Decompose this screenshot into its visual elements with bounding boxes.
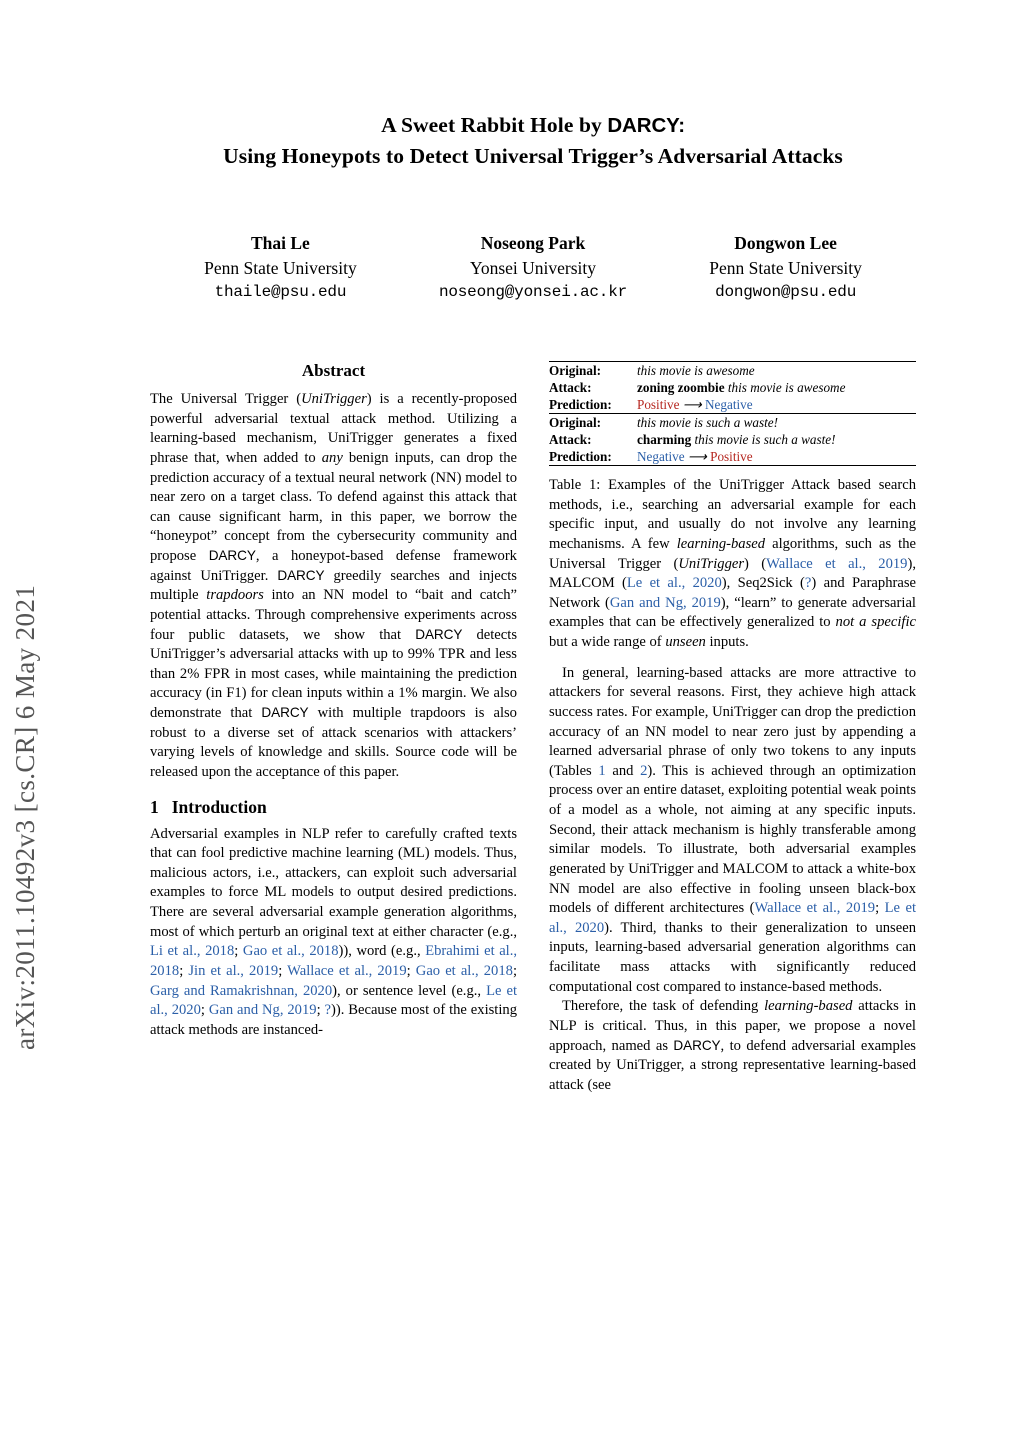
- left-column: [150, 361, 517, 1095]
- table-row: [549, 362, 916, 380]
- label-from: Positive: [637, 396, 680, 412]
- label-to: Negative: [705, 396, 753, 412]
- citation-link[interactable]: Jin et al., 2019: [188, 962, 279, 979]
- row-label: Prediction:: [549, 448, 612, 464]
- right-paragraph-2: In general, learning-based attacks are more attractive to attackers for several reasons. First, they achieve high attack success rates. For example, UniTrigger can drop the prediction accuracy of an NN model to near zero just by appending a learned adversarial phrase of only two tokens to any inputs (Tables 1 and 2). This is achieved through an optimization process over an entire dataset, exploiting potential weak points of a model as a whole, not aiming at any specific inputs. Second, their attack mechanism is highly transferable among similar models. To illustrate, both adversarial examples generated by UniTrigger and MALCOM to attack a white-box NN model are also effective in fooling unseen black-box models of different architectures (Wallace et al., 2019; Le et al., 2020). Third, thanks to their generalization to unseen inputs, learning-based adversarial generation algorithms can facilitate mass attacks with significantly reduced computational cost compared to instance-based methods.: [549, 664, 917, 995]
- row-label: Original:: [549, 362, 637, 380]
- citation-link[interactable]: Gao et al., 2018: [242, 943, 339, 960]
- citation-link[interactable]: ?: [324, 1002, 332, 1019]
- author-email: thaile@psu.edu: [214, 283, 347, 302]
- section-heading-introduction: 1 Introduction: [150, 796, 267, 817]
- trigger-tokens: charming: [637, 431, 692, 447]
- citation-link[interactable]: Garg and Ramakrishnan, 2020: [150, 982, 333, 999]
- author-name: Noseong Park: [480, 233, 586, 254]
- row-value: this movie is awesome: [637, 362, 916, 380]
- citation-link[interactable]: Wallace et al., 2019: [287, 962, 407, 979]
- table-row: [549, 448, 916, 466]
- row-label: Original:: [549, 414, 637, 432]
- author-affiliation: Penn State University: [709, 258, 862, 279]
- right-paragraph-3: Therefore, the task of defending learning-based attacks in NLP is critical. Thus, in this paper, we propose a novel approach, named as DARCY, to defend adversarial examples created by UniTrigger, a strong representative learning-based attack (see: [549, 998, 916, 1093]
- row-label: Prediction:: [549, 396, 612, 412]
- citation-link[interactable]: Le et al., 2020: [150, 982, 517, 1019]
- citation-link[interactable]: Gan and Ng, 2019: [609, 594, 721, 611]
- label-to: Positive: [710, 448, 753, 464]
- citation-link[interactable]: Wallace et al., 2019: [766, 555, 908, 572]
- table-row: [549, 379, 916, 396]
- author-name: Dongwon Lee: [734, 233, 837, 254]
- citation-link[interactable]: Ebrahimi et al., 2018: [150, 943, 518, 979]
- title-line-2: Using Honeypots to Detect Universal Trigger’s Adversarial Attacks: [223, 143, 843, 168]
- author-name: Thai Le: [250, 233, 310, 254]
- citation-link[interactable]: Gao et al., 2018: [415, 962, 513, 979]
- intro-paragraph: Adversarial examples in NLP refer to carefully crafted texts that can fool predictive machine learning (ML) models. Thus, malicious actors, i.e., attackers, can exploit such adversarial examples to force ML models to output desired predictions. There are several adversarial example generation algorithms, most of which perturb an original text at either character (e.g., Li et al., 2018; Gao et al., 2018)), word (e.g., Ebrahimi et al., 2018; Jin et al., 2019; Wallace et al., 2019; Gao et al., 2018; Garg and Ramakrishnan, 2020), or sentence level (e.g., Le et al., 2020; Gan and Ng, 2019; ?)). Because most of the existing attack methods are instanced-: [150, 825, 518, 1038]
- table-1-caption: Table 1: Examples of the UniTrigger Attack based search methods, i.e., searching an adversarial example for each specific input, and usually do not involve any learning mechanisms. A few learning-based algorithms, such as the Universal Trigger (UniTrigger) (Wallace et al., 2019), MALCOM (Le et al., 2020), Seq2Sick (?) and Paraphrase Network (Gan and Ng, 2019), “learn” to generate adversarial examples that can be effectively generalized to not a specific but a wide range of unseen inputs.: [549, 477, 916, 651]
- table-row: [549, 431, 916, 448]
- citation-link[interactable]: Wallace et al., 2019: [754, 900, 876, 917]
- author-2: [409, 233, 658, 301]
- abstract-heading: Abstract: [301, 361, 366, 381]
- arrow-glyph: ⟶: [687, 448, 707, 464]
- table-row: [549, 396, 916, 414]
- author-1: [156, 233, 405, 301]
- row-value: [637, 448, 916, 466]
- author-affiliation: Penn State University: [204, 258, 357, 279]
- label-from: Negative: [637, 448, 685, 464]
- author-email: noseong@yonsei.ac.kr: [438, 283, 628, 302]
- title-line-1: A Sweet Rabbit Hole by DARCY:: [381, 113, 685, 137]
- citation-link[interactable]: Le et al., 2020: [549, 900, 916, 936]
- table-row: [549, 414, 916, 432]
- arxiv-stamp: arXiv:2011.10492v3 [cs.CR] 6 May 2021: [10, 584, 40, 1050]
- table-ref-link[interactable]: 2: [640, 762, 648, 779]
- row-value: [637, 396, 916, 414]
- row-label: Attack:: [549, 379, 592, 395]
- table-bottom-rule: [549, 466, 916, 468]
- darcy-wordmark: DARCY:: [607, 114, 685, 137]
- citation-link[interactable]: Le et al., 2020: [626, 575, 722, 592]
- body-columns: [150, 361, 916, 1095]
- row-value: this movie is such a waste!: [637, 414, 916, 432]
- citation-link[interactable]: ?: [804, 575, 812, 592]
- author-affiliation: Yonsei University: [469, 258, 597, 279]
- trigger-tokens: zoning zoombie: [637, 379, 725, 395]
- right-column: [549, 361, 916, 1095]
- citation-link[interactable]: Gan and Ng, 2019: [208, 1002, 317, 1019]
- arrow-glyph: ⟶: [682, 396, 702, 412]
- table-ref-link[interactable]: 1: [598, 762, 606, 779]
- unitrigger-examples-table: [549, 361, 916, 467]
- page-title: [150, 110, 916, 171]
- row-value: charming this movie is such a waste!: [637, 431, 836, 447]
- author-3: [661, 233, 910, 301]
- paper-page: [150, 0, 916, 1448]
- citation-link[interactable]: Li et al., 2018: [150, 943, 235, 960]
- row-value: zoning zoombie this movie is awesome: [637, 379, 846, 395]
- row-label: Attack:: [549, 431, 592, 447]
- author-email: dongwon@psu.edu: [715, 283, 857, 302]
- table-1: [549, 361, 916, 467]
- abstract-paragraph: The Universal Trigger (UniTrigger) is a recently-proposed powerful adversarial textual attack method. Utilizing a learning-based mechanism, UniTrigger generates a fixed phrase that, when added to any benign inputs, can drop the prediction accuracy of a textual neural network (NN) model to near zero on a target class. To defend against this attack that can cause significant harm, in this paper, we borrow the “honeypot” concept from the cybersecurity community and propose DARCY, a honeypot-based defense framework against UniTrigger. DARCY greedily searches and injects multiple trapdoors into an NN model to “bait and catch” potential attacks. Through comprehensive experiments across four public datasets, we show that DARCY detects UniTrigger’s adversarial attacks with up to 99% TPR and less than 2% FPR in most cases, while maintaining the prediction accuracy (in F1) for clean inputs within a 1% margin. We also demonstrate that DARCY with multiple trapdoors is also robust to a diverse set of attack scenarios with attackers’ varying levels of knowledge and skills. Source code will be released upon the acceptance of this paper.: [150, 391, 517, 780]
- author-block: [150, 233, 916, 301]
